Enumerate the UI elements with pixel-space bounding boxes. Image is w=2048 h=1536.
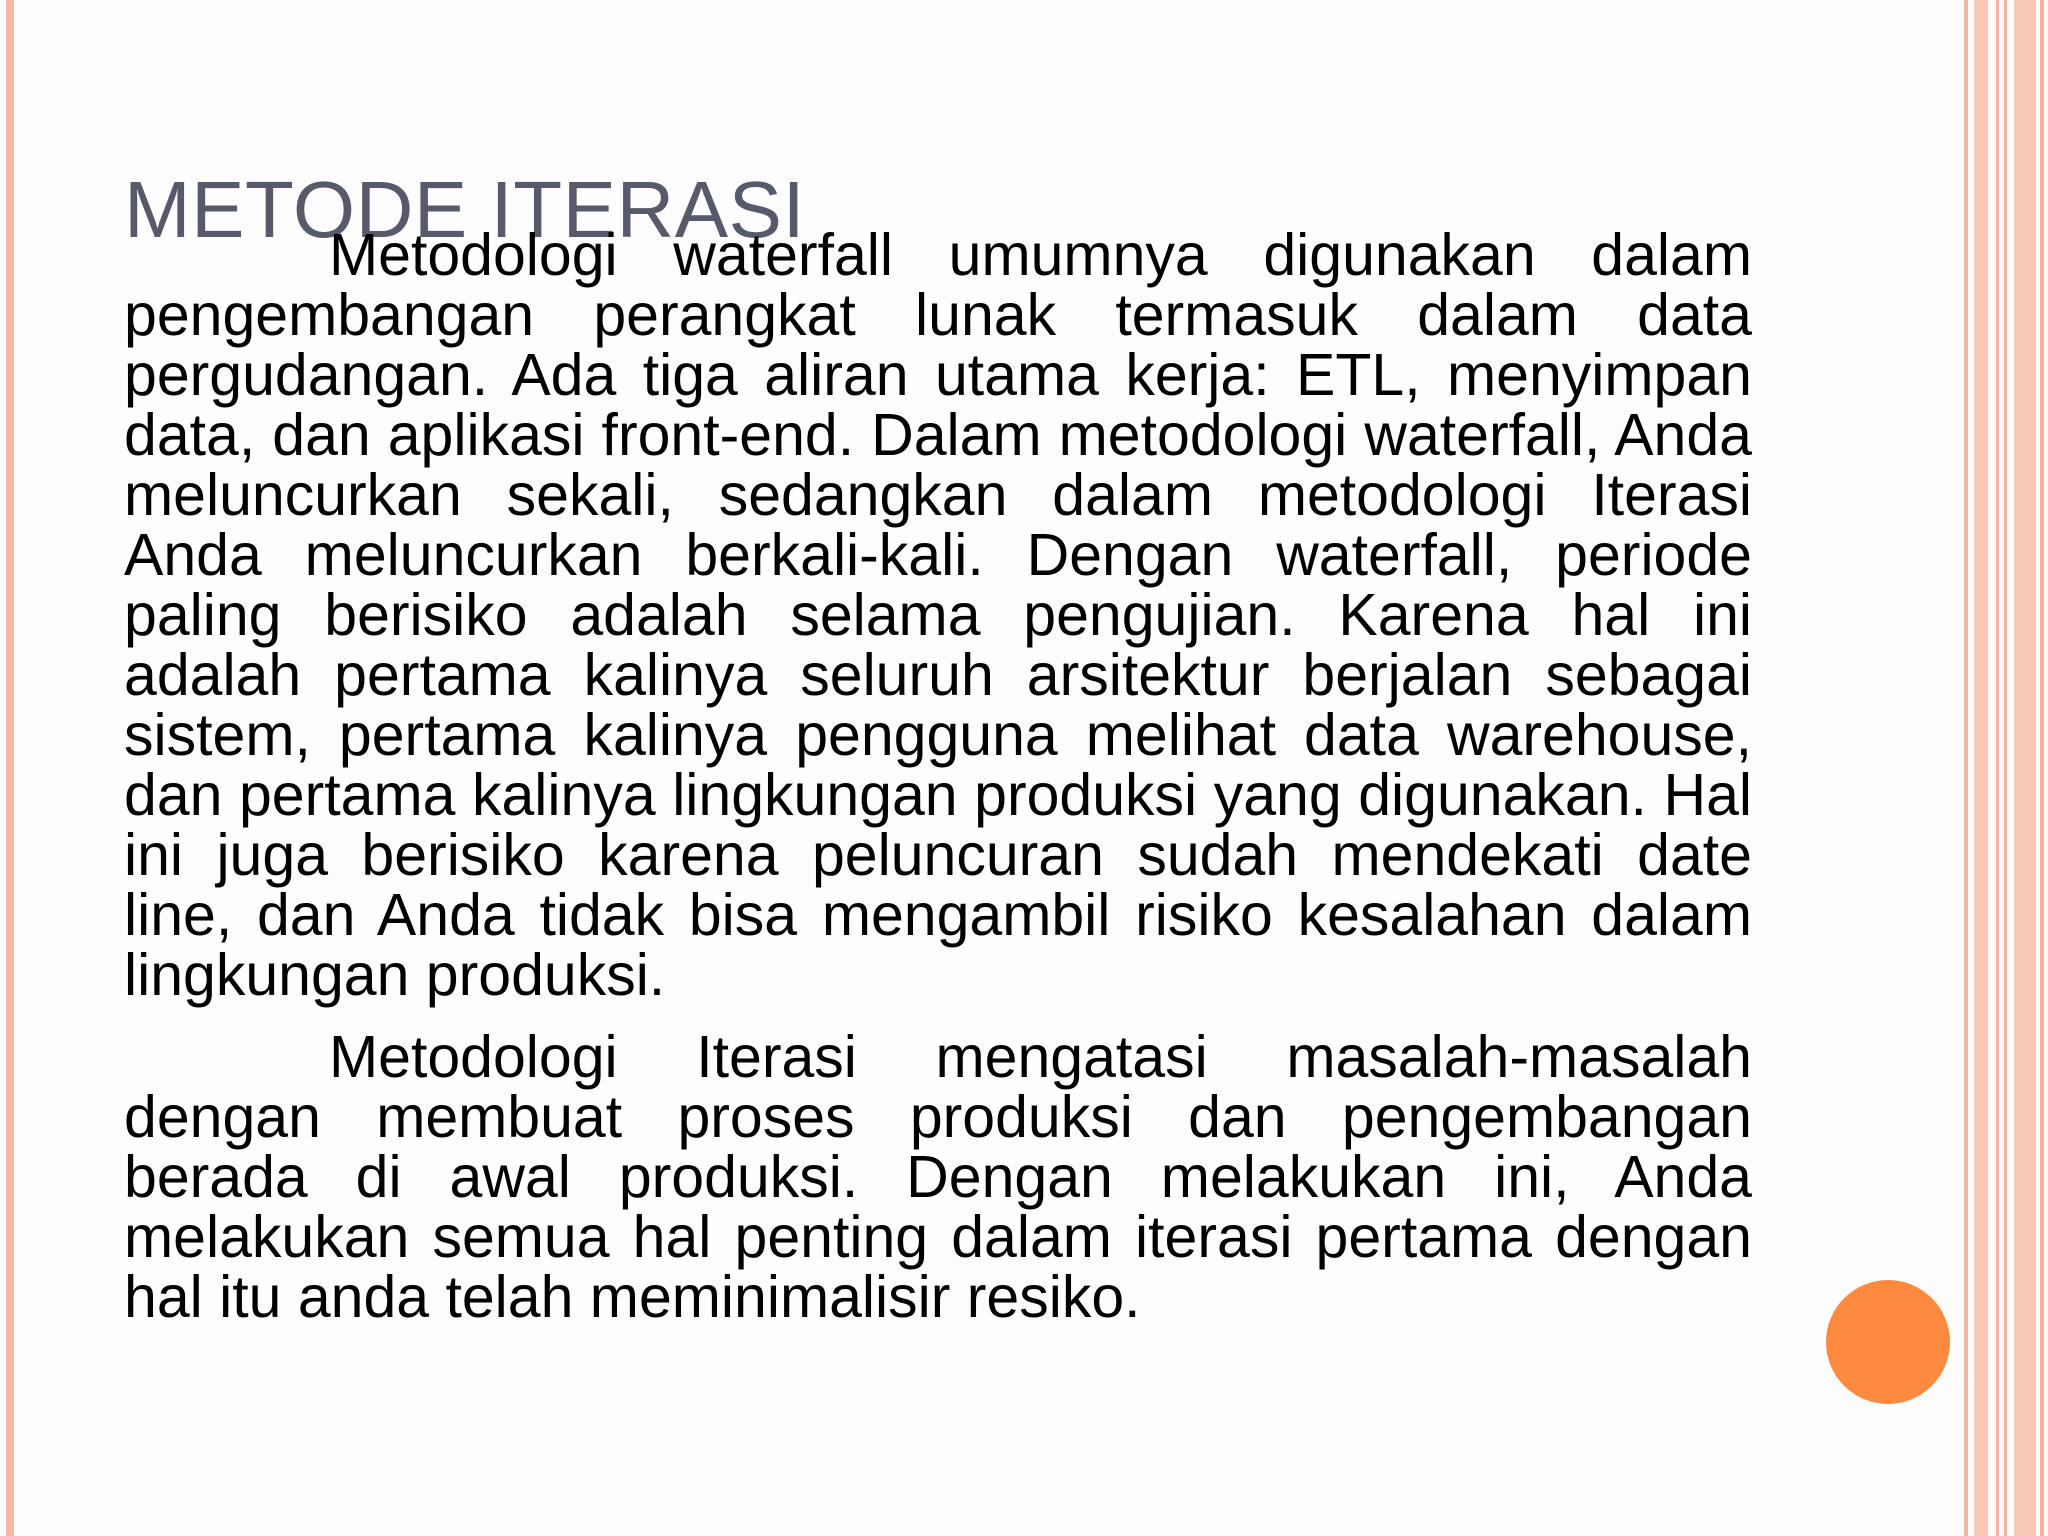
right-border-stripe: [2014, 0, 2036, 1536]
slide-body: [124, 222, 1752, 1330]
right-border-stripe: [2040, 0, 2044, 1536]
right-border-stripe: [1964, 0, 1968, 1536]
right-border-stripe: [2004, 0, 2007, 1536]
slide-title: METODE ITERASI: [124, 164, 806, 254]
body-paragraph-2: Metodologi Iterasi mengatasi masalah-masalah dengan membuat proses produksi dan pengembangan berada di awal produksi. Dengan melakukan ini, Anda melakukan semua hal penting dalam iterasi pertama dengan hal itu anda telah meminimalisir resiko.: [124, 1024, 1752, 1330]
left-border-stripe: [6, 0, 14, 1536]
right-border-stripe: [1974, 0, 1988, 1536]
body-paragraph-1: Metodologi waterfall umumnya digunakan dalam pengembangan perangkat lunak termasuk dalam data pergudangan. Ada tiga aliran utama kerja: ETL, menyimpan data, dan aplikasi front-end. Dalam metodologi waterfall, Anda meluncurkan sekali, sedangkan dalam metodologi Iterasi Anda meluncurkan berkali-kali. Dengan waterfall, periode paling berisiko adalah selama pengujian. Karena hal ini adalah pertama kalinya seluruh arsitektur berjalan sebagai sistem, pertama kalinya pengguna melihat data warehouse, dan pertama kalinya lingkungan produksi yang digunakan. Hal ini juga berisiko karena peluncuran sudah mendekati date line, dan Anda tidak bisa mengambil risiko kesalahan dalam lingkungan produksi.: [124, 222, 1752, 1008]
right-border-stripe: [1996, 0, 1999, 1536]
accent-circle: [1826, 1280, 1950, 1404]
